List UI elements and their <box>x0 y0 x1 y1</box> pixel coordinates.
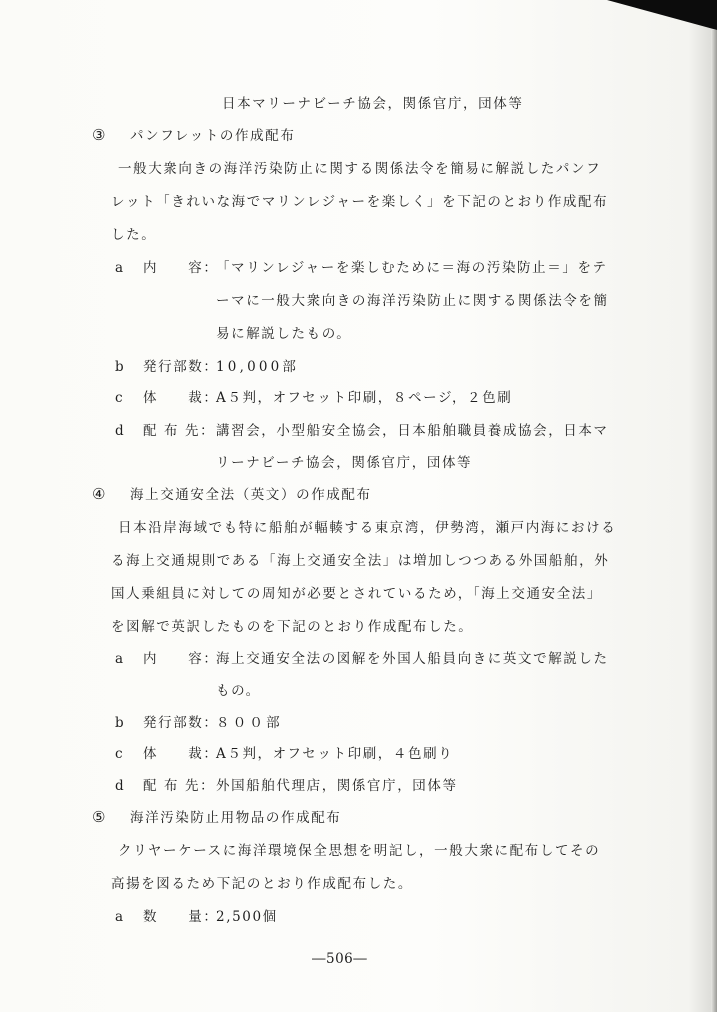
item-label: 体 裁： <box>143 746 219 762</box>
item-mark: a <box>115 651 125 667</box>
item-text: もの。 <box>216 683 261 699</box>
item-mark: c <box>115 390 125 406</box>
item-label: 発行部数： <box>143 359 219 375</box>
item-text: 海上交通安全法の図解を外国人船員向きに英文で解説した <box>216 651 609 667</box>
section-3-number: ③ <box>92 126 106 144</box>
section-4-paragraph-line: 日本沿岸海域でも特に船舶が輻輳する東京湾，伊勢湾，瀬戸内海における <box>118 520 617 536</box>
item-text: 2,500個 <box>216 909 278 925</box>
item-text: A５判，オフセット印刷，８ページ，２色刷 <box>216 390 513 406</box>
item-text: 外国船舶代理店，関係官庁，団体等 <box>216 778 458 794</box>
item-label: 内 容： <box>143 260 219 276</box>
section-4-paragraph-line: 国人乗組員に対しての周知が必要とされているため，「海上交通安全法」 <box>111 586 603 602</box>
item-text: 易に解説したもの。 <box>216 326 352 342</box>
item-text: ーマに一般大衆向きの海洋汚染防止に関する関係法令を簡 <box>216 293 609 309</box>
item-mark: b <box>115 359 126 375</box>
section-3-paragraph-line: した。 <box>111 227 157 243</box>
item-mark: a <box>115 260 125 276</box>
item-label: 体 裁： <box>143 390 219 406</box>
item-text: リーナビーチ協会，関係官庁，団体等 <box>216 455 473 471</box>
section-4-number: ④ <box>92 485 106 503</box>
section-4-title: 海上交通安全法（英文）の作成配布 <box>130 487 372 503</box>
continuation-line: 日本マリーナビーチ協会，関係官庁，団体等 <box>222 96 524 112</box>
item-text: 「マリンレジャーを楽しむために＝海の汚染防止＝」をテ <box>216 260 608 276</box>
section-5-paragraph-line: 高揚を図るため下記のとおり作成配布した。 <box>111 876 413 892</box>
item-text: 10,000部 <box>216 359 300 375</box>
item-mark: d <box>115 778 126 794</box>
item-mark: a <box>115 909 125 925</box>
item-label: 配 布 先： <box>143 423 216 439</box>
section-4-paragraph-line: を図解で英訳したものを下記のとおり作成配布した。 <box>111 619 474 635</box>
item-text: A５判，オフセット印刷，４色刷り <box>216 746 454 762</box>
section-5-number: ⑤ <box>92 808 106 826</box>
item-label: 配 布 先： <box>143 778 216 794</box>
item-mark: c <box>115 746 125 762</box>
section-4-paragraph-line: る海上交通規則である「海上交通安全法」は増加しつつある外国船舶，外 <box>111 553 610 569</box>
page-number: ―506― <box>312 951 368 967</box>
item-label: 数 量： <box>143 909 219 925</box>
item-text: ８００部 <box>216 715 283 731</box>
section-5-paragraph-line: クリヤーケースに海洋環境保全思想を明記し，一般大衆に配布してその <box>118 843 601 859</box>
item-label: 発行部数： <box>143 715 219 731</box>
item-label: 内 容： <box>143 651 219 667</box>
section-3-paragraph-line: 一般大衆向きの海洋汚染防止に関する関係法令を簡易に解説したパンフ <box>118 161 602 177</box>
section-5-title: 海洋汚染防止用物品の作成配布 <box>130 810 342 826</box>
item-text: 講習会，小型船安全協会，日本船舶職員養成協会，日本マ <box>216 423 609 439</box>
scan-shadow-corner <box>607 0 717 30</box>
item-mark: d <box>115 423 126 439</box>
item-mark: b <box>115 715 126 731</box>
scan-shadow-edge <box>711 30 717 1012</box>
section-3-title: パンフレットの作成配布 <box>130 128 296 144</box>
section-3-paragraph-line: レット「きれいな海でマリンレジャーを楽しく」を下記のとおり作成配布 <box>111 194 609 210</box>
